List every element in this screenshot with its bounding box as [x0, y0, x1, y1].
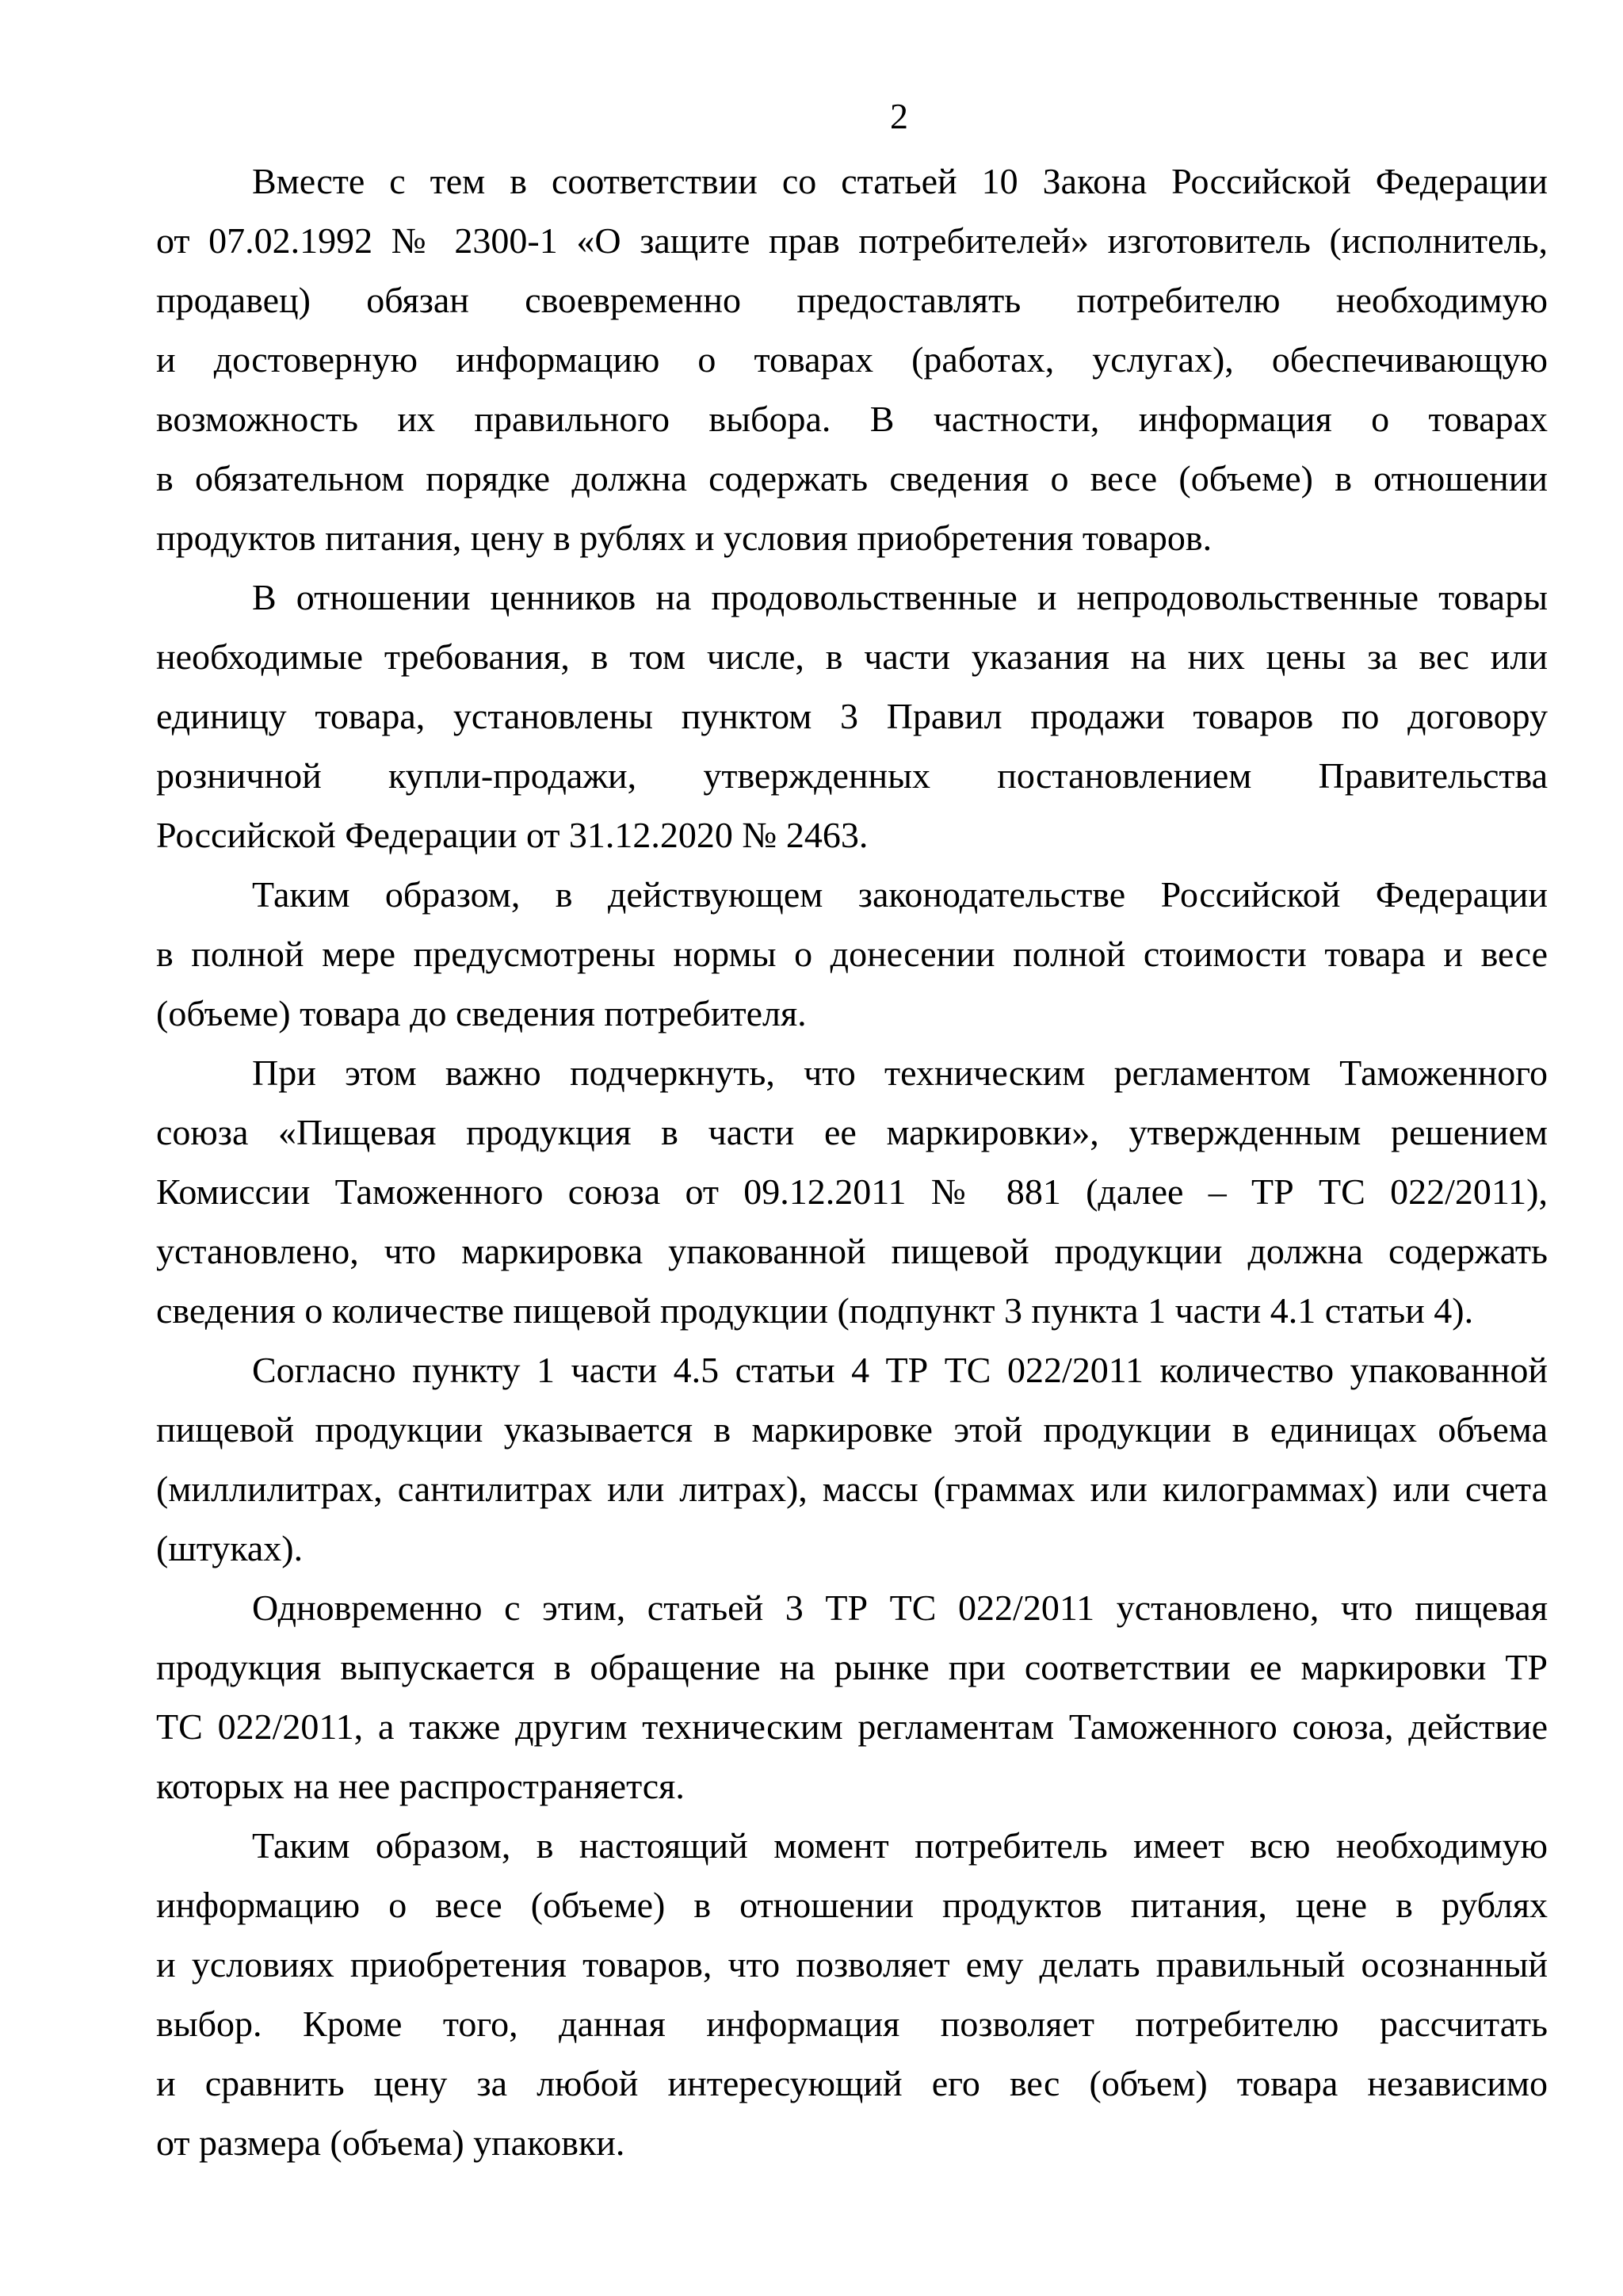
- text-line: в обязательном порядке должна содержать сведения о весе (объеме) в отношении: [156, 458, 1548, 499]
- text-line: и сравнить цену за любой интересующий его вес (объем) товара независимо: [156, 2063, 1548, 2103]
- text-line: союза «Пищевая продукция в части ее маркировки», утвержденным решением: [156, 1112, 1548, 1152]
- paragraph-first-line: В отношении ценников на продовольственные и непродовольственные товары: [252, 577, 1548, 617]
- paragraph: [156, 865, 1548, 1043]
- paragraph-first-line: Согласно пункту 1 части 4.5 статьи 4 ТР ТС 022/2011 количество упакованной: [252, 1350, 1548, 1390]
- text-line: информацию о весе (объеме) в отношении продуктов питания, цене в рублях: [156, 1885, 1548, 1925]
- paragraph-first-line: Вместе с тем в соответствии со статьей 10 Закона Российской Федерации: [252, 161, 1548, 201]
- text-line: от размера (объема) упаковки.: [156, 2122, 625, 2163]
- page-number: 2: [890, 96, 908, 136]
- text-line: единицу товара, установлены пунктом 3 Правил продажи товаров по договору: [156, 696, 1548, 736]
- text-line: Российской Федерации от 31.12.2020 № 2463.: [156, 815, 869, 855]
- text-line: и условиях приобретения товаров, что позволяет ему делать правильный осознанный: [156, 1944, 1548, 1985]
- text-line: продавец) обязан своевременно предоставлять потребителю необходимую: [156, 280, 1548, 320]
- text-line: в полной мере предусмотрены нормы о донесении полной стоимости товара и весе: [156, 934, 1548, 974]
- paragraph: [156, 151, 1548, 567]
- paragraph: [156, 1816, 1548, 2172]
- text-line: продуктов питания, цену в рублях и условия приобретения товаров.: [156, 518, 1212, 558]
- text-line: выбор. Кроме того, данная информация позволяет потребителю рассчитать: [156, 2004, 1548, 2044]
- paragraph: [156, 567, 1548, 865]
- paragraph-first-line: Таким образом, в настоящий момент потребитель имеет всю необходимую: [252, 1825, 1548, 1866]
- paragraph-first-line: При этом важно подчеркнуть, что техническим регламентом Таможенного: [252, 1052, 1548, 1093]
- paragraph: [156, 1340, 1548, 1578]
- text-line: пищевой продукции указывается в маркировке этой продукции в единицах объема: [156, 1409, 1548, 1450]
- paragraph-first-line: Таким образом, в действующем законодательстве Российской Федерации: [252, 874, 1548, 915]
- text-line: возможность их правильного выбора. В частности, информация о товарах: [156, 399, 1548, 439]
- text-line: розничной купли-продажи, утвержденных постановлением Правительства: [156, 755, 1548, 796]
- text-line: (миллилитрах, сантилитрах или литрах), массы (граммах или килограммах) или счета: [156, 1469, 1548, 1509]
- text-line: (штуках).: [156, 1528, 304, 1568]
- text-line: которых на нее распространяется.: [156, 1766, 685, 1806]
- text-line: от 07.02.1992 № 2300-1 «О защите прав потребителей» изготовитель (исполнитель,: [156, 220, 1548, 261]
- paragraph-first-line: Одновременно с этим, статьей 3 ТР ТС 022/2011 установлено, что пищевая: [252, 1587, 1548, 1628]
- text-line: Комиссии Таможенного союза от 09.12.2011 № 881 (далее – ТР ТС 022/2011),: [156, 1171, 1548, 1212]
- text-line: и достоверную информацию о товарах (работах, услугах), обеспечивающую: [156, 339, 1548, 380]
- paragraph: [156, 1578, 1548, 1816]
- text-line: (объеме) товара до сведения потребителя.: [156, 993, 807, 1033]
- text-line: установлено, что маркировка упакованной пищевой продукции должна содержать: [156, 1231, 1548, 1271]
- text-line: сведения о количестве пищевой продукции (подпункт 3 пункта 1 части 4.1 статьи 4).: [156, 1290, 1474, 1331]
- text-line: продукция выпускается в обращение на рынке при соответствии ее маркировки ТР: [156, 1647, 1548, 1687]
- text-line: необходимые требования, в том числе, в части указания на них цены за вес или: [156, 636, 1548, 677]
- text-line: ТС 022/2011, а также другим техническим регламентам Таможенного союза, действие: [156, 1706, 1548, 1747]
- paragraph: [156, 1043, 1548, 1340]
- document-body: [156, 151, 1548, 2172]
